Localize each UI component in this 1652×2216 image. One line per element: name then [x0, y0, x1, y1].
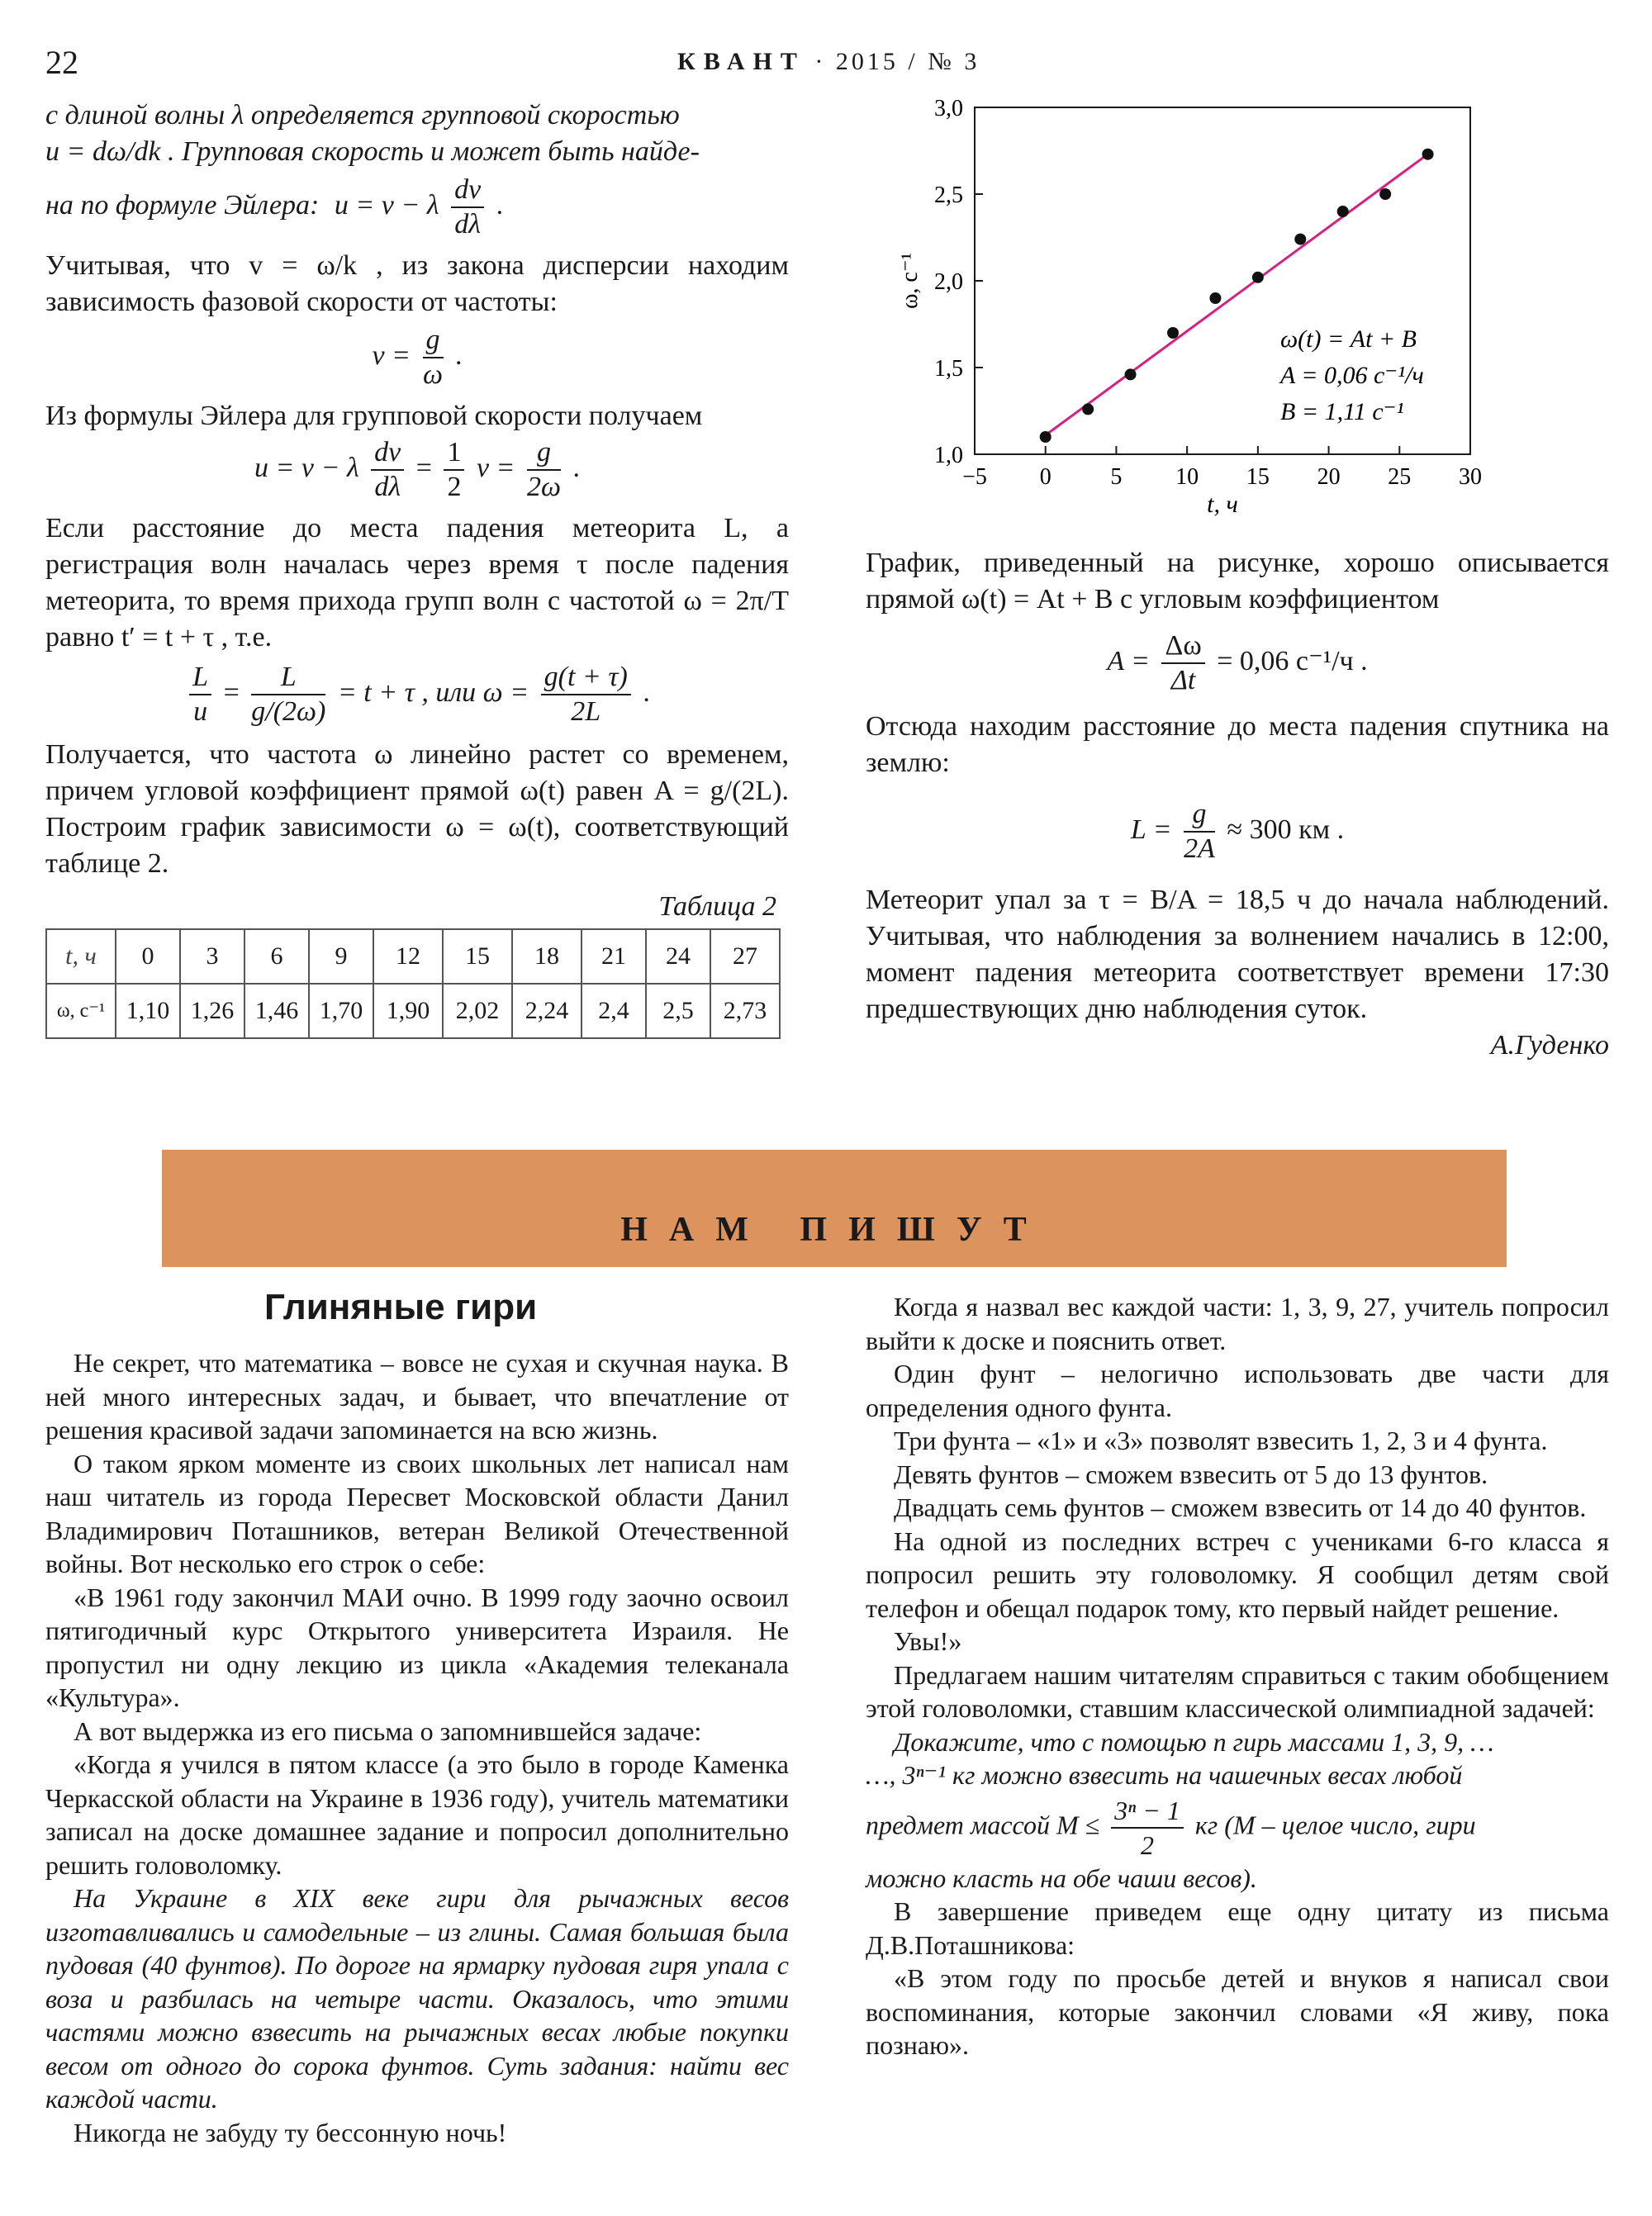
table-header-cell: t, ч	[46, 929, 116, 984]
journal-header	[677, 48, 980, 76]
table-cell: 2,02	[443, 984, 512, 1038]
table-row	[46, 929, 780, 984]
table-header-cell: ω, с⁻¹	[46, 984, 116, 1038]
paragraph: На Украине в XIX веке гири для рычажных весов изготавливались и самодельные – из глины. Самая большая была пудовая (40 фунтов). По дороге на ярмарку пудовая гиря упала с воза и разбилась на четыре части. Оказалось, что этими частями можно взвесить на рычажных весах любые покупки весом от одного до сорока фунтов. Суть задания: найти вес каждой части.	[45, 1883, 789, 2114]
paragraph: Если расстояние до места падения метеорита L, а регистрация волн началась через время τ после падения метеорита, то время прихода групп волн с частотой ω = 2π/T равно t′ = t + τ , т.е.	[45, 513, 789, 652]
table-cell: 9	[309, 929, 373, 984]
table-cell: 1,10	[116, 984, 180, 1038]
x-tick-label: 20	[1317, 464, 1341, 490]
y-tick-label: 2,0	[934, 269, 963, 295]
paragraph: На одной из последних встреч с учениками 6-го класса я попросил решить эту головоломку. Я сообщил детям свой телефон и обещал подарок тому, кто первый найдет решение.	[866, 1526, 1609, 1623]
paragraph: «В этом году по просьбе детей и внуков я написал свои воспоминания, которые закончил словами «Я живу, пока познаю».	[866, 1963, 1609, 2060]
paragraph: Когда я назвал вес каждой части: 1, 3, 9, 27, учитель попросил выйти к доске и пояснить ответ.	[866, 1292, 1609, 1355]
data-point	[1337, 206, 1349, 217]
article-title: Глиняные гири	[264, 1287, 538, 1327]
journal-issue: · 2015 / № 3	[814, 48, 980, 75]
y-axis	[934, 96, 983, 468]
table-cell: 6	[244, 929, 309, 984]
y-tick-label: 2,5	[934, 183, 963, 208]
paragraph: График, приведенный на рисунке, хорошо описывается прямой ω(t) = At + B с угловым коэффициентом	[866, 548, 1609, 615]
task-formula-line: предмет массой M ≤ $\frac{\text{3ⁿ − 1}}{2}$ кг (M – целое число, гири	[866, 1795, 1476, 1860]
x-tick-label: 30	[1459, 464, 1482, 490]
table-cell: 2,5	[646, 984, 710, 1038]
data-table	[45, 928, 781, 1039]
table-cell: 24	[646, 929, 710, 984]
formula-phase-velocity: v = $\frac{g}{\omega}$ .	[372, 325, 463, 390]
table-cell: 27	[710, 929, 780, 984]
fraction: $\frac{dv}{d\lambda}$	[451, 173, 484, 241]
data-point	[1209, 292, 1221, 304]
article-left-column	[45, 1346, 789, 2149]
task-line: можно класть на обе чаши весов).	[866, 1862, 1257, 1893]
table-cell: 1,46	[244, 984, 309, 1038]
page-number: 22	[45, 44, 78, 81]
x-tick-label: 15	[1246, 464, 1270, 490]
y-axis-label: ω, с⁻¹	[897, 252, 923, 310]
table-cell: 2,24	[512, 984, 582, 1038]
paragraph: Три фунта – «1» и «3» позволят взвесить 1, 2, 3 и 4 фунта.	[894, 1426, 1548, 1455]
paragraph: Девять фунтов – сможем взвесить от 5 до 13 фунтов.	[894, 1459, 1488, 1489]
table-cell: 21	[582, 929, 646, 984]
y-tick-label: 1,0	[934, 443, 963, 468]
data-point	[1082, 403, 1094, 415]
x-axis-label: t, ч	[1207, 491, 1238, 518]
data-point	[1167, 327, 1179, 339]
paragraph: Предлагаем нашим читателям справиться с таким обобщением этой головоломки, ставшим классической олимпиадной задачей:	[866, 1659, 1609, 1723]
section-title: НАМ ПИШУТ	[620, 1211, 1048, 1249]
paragraph: «Когда я учился в пятом классе (а это было в городе Каменка Черкасской области на Украине в 1936 году), учитель математики записал на доске домашнее задание и попросил дополнительно решить головоломку.	[45, 1749, 789, 1880]
paragraph: Отсюда находим расстояние до места падения спутника на землю:	[866, 711, 1609, 778]
x-tick-label: 5	[1110, 464, 1123, 490]
paragraph: «В 1961 году закончил МАИ очно. В 1999 году заочно освоил пятигодичный курс Открытого университета Израиля. Не пропустил ни одну лекцию из цикла «Академия телеканала «Культура».	[45, 1582, 789, 1712]
y-tick-label: 1,5	[934, 356, 963, 382]
table-cell: 1,90	[373, 984, 443, 1038]
data-point	[1125, 368, 1137, 380]
paragraph: u = dω/dk . Групповая скорость и может быть найде-	[45, 136, 700, 167]
x-axis	[962, 446, 1482, 490]
euler-formula-line: на по формуле Эйлера: u = v − λ $\frac{dv}{d\lambda}$ .	[45, 174, 504, 240]
article-right-column	[866, 1290, 1609, 2062]
fit-line	[1046, 154, 1428, 435]
table-cell: 1,26	[180, 984, 244, 1038]
scatter-chart	[892, 91, 1553, 537]
data-point	[1252, 272, 1264, 283]
table-cell: 2,4	[582, 984, 646, 1038]
data-point	[1422, 149, 1434, 160]
formula-distance: L = $\frac{g}{2A}$ ≈ 300 км .	[1130, 799, 1345, 864]
right-column-top	[866, 545, 1609, 1064]
formula-slope: A = $\frac{\Delta\omega}{\Delta t}$ = 0,06 с⁻¹/ч .	[1107, 630, 1368, 695]
paragraph: В завершение приведем еще одну цитату из письма Д.В.Поташникова:	[866, 1896, 1609, 1960]
data-point	[1294, 234, 1306, 245]
x-tick-label: −5	[962, 464, 987, 490]
x-tick-label: 0	[1039, 464, 1051, 490]
table-caption: Таблица 2	[658, 891, 776, 922]
x-tick-label: 25	[1388, 464, 1412, 490]
author-signature: А.Гуденко	[1490, 1030, 1609, 1061]
table-cell: 15	[443, 929, 512, 984]
formula-arrival-time: $\frac{L}{u}$ = $\frac{L}{g/(2\omega)}$ = t + τ , или ω = $\frac{g(t + \tau)}{2L}$ .	[45, 661, 789, 728]
paragraph: Метеорит упал за τ = B/A = 18,5 ч до начала наблюдений. Учитывая, что наблюдения за волнением начались в 12:00, момент падения метеорита соответствует времени 17:30 предшествующих дню наблюдения суток.	[866, 885, 1609, 1024]
table-cell: 2,73	[710, 984, 780, 1038]
y-tick-label: 3,0	[934, 96, 963, 121]
paragraph: Один фунт – нелогично использовать две части для определения одного фунта.	[866, 1359, 1609, 1422]
table-cell: 0	[116, 929, 180, 984]
paragraph: Не секрет, что математика – вовсе не сухая и скучная наука. В ней много интересных задач, и бывает, что впечатление от решения красивой задачи запоминается на всю жизнь.	[45, 1348, 789, 1445]
paragraph: Учитывая, что v = ω/k , из закона дисперсии находим зависимость фазовой скорости от частоты:	[45, 250, 789, 317]
paragraph: с длиной волны λ определяется групповой скоростью	[45, 100, 680, 130]
chart-annotation: A = 0,06 с⁻¹/ч	[1280, 362, 1424, 389]
formula-group-velocity: u = v − λ $\frac{dv}{d\lambda}$ = $\frac{1}{2}$ v = $\frac{g}{2\omega}$ .	[254, 437, 581, 502]
task-line: Докажите, что с помощью n гирь массами 1, 3, 9, …	[894, 1726, 1494, 1757]
table-cell: 18	[512, 929, 582, 984]
table-cell: 3	[180, 929, 244, 984]
x-tick-label: 10	[1175, 464, 1199, 490]
table-row	[46, 984, 780, 1038]
paragraph: Двадцать семь фунтов – сможем взвесить от 14 до 40 фунтов.	[894, 1492, 1587, 1522]
left-column-top	[45, 97, 789, 1039]
paragraph: А вот выдержка из его письма о запомнившейся задаче:	[74, 1715, 702, 1746]
paragraph: Получается, что частота ω линейно растет со временем, причем угловой коэффициент прямой ω(t) равен A = g/(2L). Построим график зависимости ω = ω(t), соответствующий таблице 2.	[45, 739, 789, 879]
chart-annotation: B = 1,11 с⁻¹	[1280, 398, 1404, 425]
data-point	[1040, 431, 1051, 443]
paragraph: Из формулы Эйлера для групповой скорости получаем	[45, 401, 703, 431]
chart-annotation: ω(t) = At + B	[1280, 325, 1417, 353]
paragraph: О таком ярком моменте из своих школьных лет написал нам наш читатель из города Пересвет Московской области Данил Владимирович Поташников, ветеран Великой Отечественной войны. Вот несколько его строк о себе:	[45, 1448, 789, 1578]
paragraph: Увы!»	[894, 1626, 962, 1656]
paragraph: Никогда не забуду ту бессонную ночь!	[74, 2117, 507, 2147]
task-line: …, 3ⁿ⁻¹ кг можно взвесить на чашечных весах любой	[866, 1760, 1463, 1790]
journal-name: КВАНТ	[677, 48, 805, 75]
data-point	[1379, 188, 1391, 200]
table-cell: 12	[373, 929, 443, 984]
table-cell: 1,70	[309, 984, 373, 1038]
